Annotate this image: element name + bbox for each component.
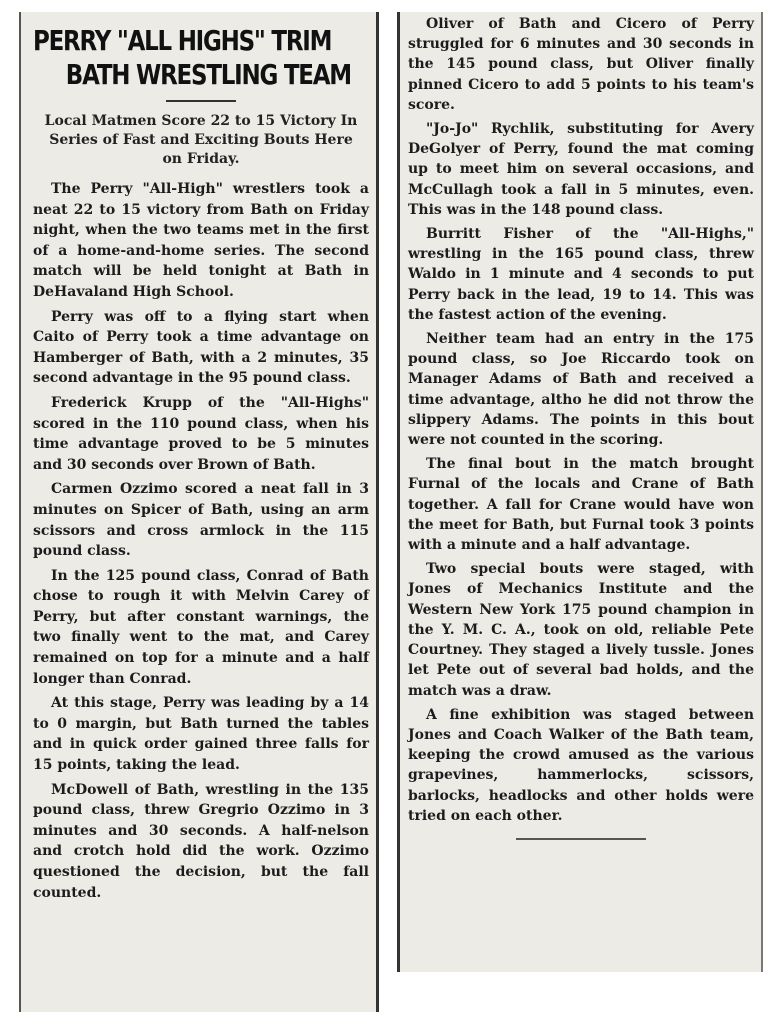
end-rule: [516, 838, 646, 840]
paragraph: A fine exhibition was staged between Jones and Coach Walker of the Bath team, keeping the crowd amused as the various grapevines, hammerlocks, scissors, barlocks, headlocks and other holds were tried on each other.: [408, 706, 754, 824]
paragraph: The Perry "All-High" wrestlers took a neat 22 to 15 victory from Bath on Friday night, when the two teams met in the first of a home-and-home series. The second match will be held tonight at Bath in DeHavaland High School.: [33, 181, 369, 300]
headline-line-2: BATH WRESTLING TEAM: [65, 58, 351, 91]
paragraph: In the 125 pound class, Conrad of Bath chose to rough it with Melvin Carey of Perry, but after constant warnings, the two finally went to the mat, and Carey remained on top for a minute and a half longer than Conrad.: [33, 567, 369, 687]
paragraph: McDowell of Bath, wrestling in the 135 pound class, threw Gregrio Ozzimo in 3 minutes and 30 seconds. A half-nelson and crotch hold did the work. Ozzimo questioned the decision, but the fall counted.: [33, 781, 369, 901]
paragraph: "Jo-Jo" Rychlik, substituting for Avery DeGolyer of Perry, found the mat coming up to meet him on several occasions, and McCullagh took a fall in 5 minutes, even. This was in the 148 pound class.: [408, 121, 754, 218]
paragraph: Frederick Krupp of the "All-Highs" scored in the 110 pound class, when his time advantage proved to be 5 minutes and 30 seconds over Brown of Bath.: [33, 394, 369, 473]
paragraph: Carmen Ozzimo scored a neat fall in 3 minutes on Spicer of Bath, using an arm scissors and cross armlock in the 115 pound class.: [33, 481, 369, 560]
paragraph: Two special bouts were staged, with Jones of Mechanics Institute and the Western New York 175 pound champion in the Y. M. C. A., took on old, reliable Pete Courtney. They staged a lively tussle. Jones let Pete out of several bad holds, and the match was a draw.: [408, 561, 754, 699]
paragraph: Perry was off to a flying start when Caito of Perry took a time advantage on Hamberger of Bath, with a 2 minutes, 35 second advantage in the 95 pound class.: [33, 308, 369, 387]
paragraph: At this stage, Perry was leading by a 14 to 0 margin, but Bath turned the tables and in quick order gained three falls for 15 points, taking the lead.: [33, 695, 369, 774]
article-column-left: [19, 12, 379, 1012]
article-column-right: [397, 12, 763, 972]
headline-line-1: PERRY "ALL HIGHS" TRIM: [33, 24, 332, 57]
paragraph: Burritt Fisher of the "All-Highs," wrestling in the 165 pound class, threw Waldo in 1 minute and 4 seconds to put Perry back in the lead, 19 to 14. This was the fastest action of the evening.: [408, 226, 754, 323]
paragraph: Neither team had an entry in the 175 pound class, so Joe Riccardo took on Manager Adams of Bath and received a time advantage, altho he did not throw the slippery Adams. The points in this bout were not counted in the scoring.: [408, 331, 754, 449]
paragraph: Oliver of Bath and Cicero of Perry struggled for 6 minutes and 30 seconds in the 145 pound class, but Oliver finally pinned Cicero to add 5 points to his team's score.: [408, 16, 754, 113]
paragraph: The final bout in the match brought Furnal of the locals and Crane of Bath together. A fall for Crane would have won the meet for Bath, but Furnal took 3 points with a minute and a half advantage.: [408, 456, 754, 554]
headline-rule: [166, 100, 236, 102]
headline: [33, 24, 369, 92]
subheadline: Local Matmen Score 22 to 15 Victory In Series of Fast and Exciting Bouts Here on Friday.: [44, 113, 358, 167]
